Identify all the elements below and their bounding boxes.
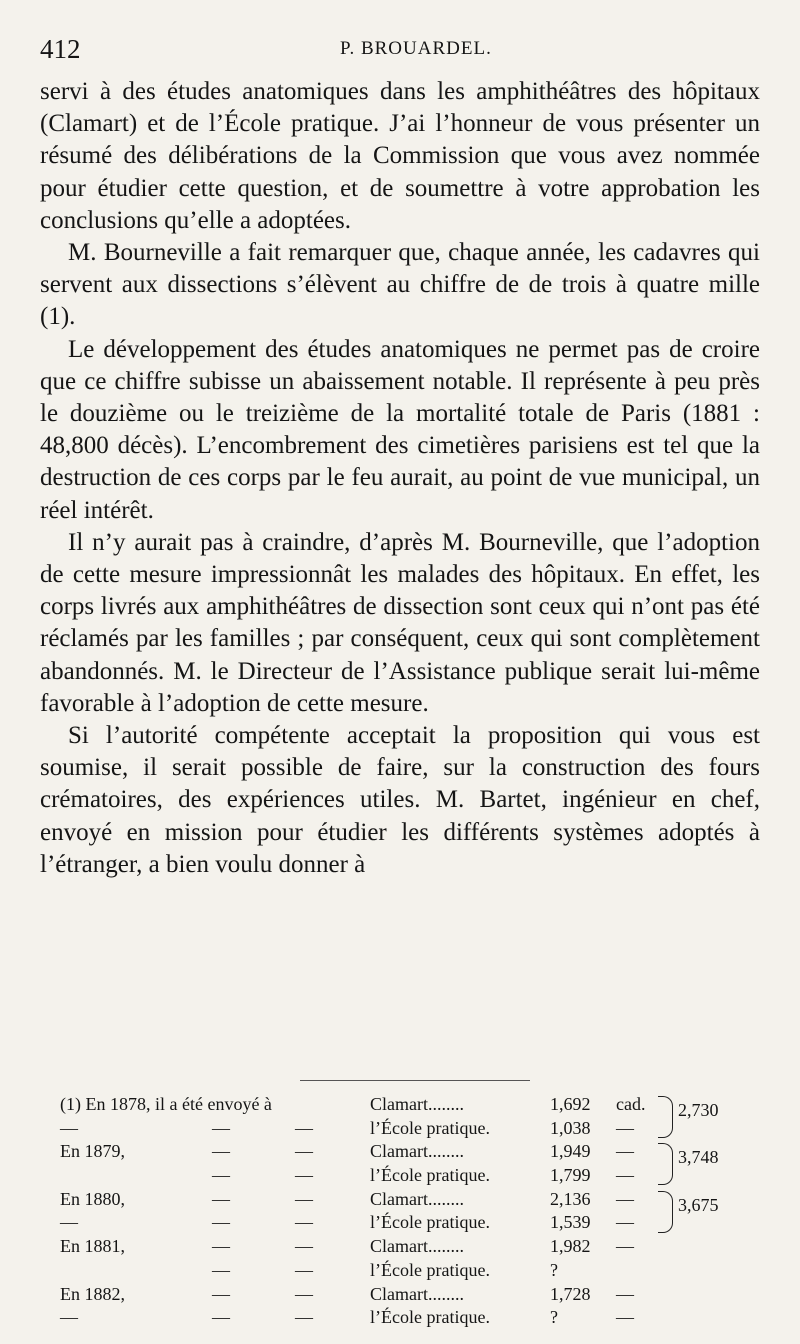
footnote-ditto: — xyxy=(295,1212,313,1233)
footnote-unit: — xyxy=(616,1283,634,1304)
footnote-count: 1,982 xyxy=(550,1236,591,1257)
body-text xyxy=(40,76,760,881)
footnote-row xyxy=(60,1212,760,1236)
footnote-count: 1,728 xyxy=(550,1283,591,1304)
footnote-row xyxy=(60,1141,760,1168)
paragraph: Si l’autorité compétente acceptait la proposition qui vous est soumise, il serait possible de faire, sur la construction des fours crématoires, des expériences utiles. M. Bartet, ingénieur en chef, envoyé en mission pour étudier les différents systèmes adoptés à l’étranger, a bien voulu donner à xyxy=(40,722,760,878)
footnote-unit: — xyxy=(616,1236,634,1257)
paragraph: Il n’y aurait pas à craindre, d’après M. Bourneville, que l’adoption de cette mesure impressionnât les malades des hôpitaux. En effet, les corps livrés aux amphithéâtres de dissection sont ceux qui n’ont pas été réclamés par les familles ; par conséquent, ceux qui sont complètement abandonnés. M. le Directeur de l’Assistance publique serait lui-même favorable à l’adoption de cette mesure. xyxy=(40,528,760,717)
footnote-place: Clamart........ xyxy=(370,1094,464,1114)
footnote-ditto: — xyxy=(212,1283,230,1304)
footnote-place: Clamart........ xyxy=(370,1188,464,1209)
footnote-count: 1,038 xyxy=(550,1117,591,1138)
footnote-year: — xyxy=(60,1212,78,1233)
footnote-year: — xyxy=(60,1307,78,1328)
footnote-count: 1,692 xyxy=(550,1094,591,1114)
paragraph: Le développement des études anatomiques ne permet pas de croire que ce chiffre subisse un abaissement notable. Il représente à peu près le douzième ou le treizième de la mortalité totale de Paris (1881 : 48,800 décès). L’encombrement des cimetières parisiens est tel que la destruction de ces corps par le feu aurait, au point de vue municipal, un réel intérêt. xyxy=(40,335,760,524)
footnote-year: — xyxy=(60,1117,78,1138)
footnote-count: 2,136 xyxy=(550,1188,591,1209)
footnote-total: 3,675 xyxy=(678,1194,719,1215)
page-number: 412 xyxy=(40,34,81,64)
footnote-rule xyxy=(300,1080,530,1081)
footnote-unit: cad. xyxy=(616,1094,646,1114)
footnote-place: Clamart........ xyxy=(370,1283,464,1304)
footnote-row xyxy=(60,1284,760,1308)
footnote-year: En 1881, xyxy=(60,1236,125,1257)
footnote-ditto: — xyxy=(212,1236,230,1257)
footnote-place: l’École pratique. xyxy=(370,1117,490,1138)
footnote-count: 1,949 xyxy=(550,1141,591,1162)
footnote-count: ? xyxy=(550,1307,558,1328)
footnote-total: 3,748 xyxy=(678,1147,719,1168)
footnote-place: l’École pratique. xyxy=(370,1259,490,1280)
footnote-place: l’École pratique. xyxy=(370,1165,490,1186)
footnote-place: Clamart........ xyxy=(370,1141,464,1162)
footnote-ditto: — xyxy=(212,1165,230,1186)
footnote-ditto: — xyxy=(212,1117,230,1138)
footnote-row xyxy=(60,1260,760,1284)
footnote-total: 2,730 xyxy=(678,1100,719,1120)
footnote-row xyxy=(60,1165,760,1189)
footnote-year: (1) En 1878, il a été envoyé à xyxy=(60,1094,272,1114)
footnote-unit: — xyxy=(616,1165,634,1186)
footnote-table xyxy=(60,1094,760,1331)
brace xyxy=(658,1191,673,1233)
footnote-ditto: — xyxy=(295,1259,313,1280)
footnote-year: En 1882, xyxy=(60,1283,125,1304)
footnote-count: 1,539 xyxy=(550,1212,591,1233)
footnote-row xyxy=(60,1189,760,1213)
footnote-ditto: — xyxy=(212,1188,230,1209)
footnote-ditto: — xyxy=(212,1259,230,1280)
footnote-unit: — xyxy=(616,1212,634,1233)
brace xyxy=(658,1096,673,1138)
footnote-ditto: — xyxy=(295,1307,313,1328)
footnote-row xyxy=(60,1236,760,1260)
paragraph: servi à des études anatomiques dans les amphithéâtres des hôpitaux (Clamart) et de l’École pratique. J’ai l’honneur de vous présenter un résumé des délibérations de la Commission que vous avez nommée pour étudier cette question, et de soumettre à votre approbation les conclusions qu’elle a adoptées. xyxy=(40,78,760,234)
footnote-row xyxy=(60,1307,760,1331)
footnote-ditto: — xyxy=(295,1283,313,1304)
footnote-count: 1,799 xyxy=(550,1165,591,1186)
page-header xyxy=(40,34,760,68)
footnote-ditto: — xyxy=(295,1236,313,1257)
footnote-year: En 1879, xyxy=(60,1141,125,1162)
brace xyxy=(658,1143,673,1185)
footnote-ditto: — xyxy=(212,1141,230,1162)
footnote-ditto: — xyxy=(212,1212,230,1233)
footnote-unit: — xyxy=(616,1117,634,1138)
footnote-ditto: — xyxy=(295,1188,313,1209)
footnote-place: Clamart........ xyxy=(370,1236,464,1257)
footnote-place: l’École pratique. xyxy=(370,1307,490,1328)
footnote-ditto: — xyxy=(212,1307,230,1328)
footnote-count: ? xyxy=(550,1259,558,1280)
running-head: P. BROUARDEL. xyxy=(340,38,492,59)
footnote-row xyxy=(60,1094,760,1118)
footnote-row xyxy=(60,1118,760,1142)
footnote-year: En 1880, xyxy=(60,1188,125,1209)
footnote-ditto: — xyxy=(295,1141,313,1162)
footnote-unit: — xyxy=(616,1307,634,1328)
footnote-ditto: — xyxy=(295,1165,313,1186)
footnote-ditto: — xyxy=(295,1117,313,1138)
footnote-unit: — xyxy=(616,1141,634,1162)
paragraph: M. Bourneville a fait remarquer que, chaque année, les cadavres qui servent aux dissections s’élèvent au chiffre de de trois à quatre mille (1). xyxy=(40,239,760,331)
footnote-unit: — xyxy=(616,1188,634,1209)
footnote-place: l’École pratique. xyxy=(370,1212,490,1233)
